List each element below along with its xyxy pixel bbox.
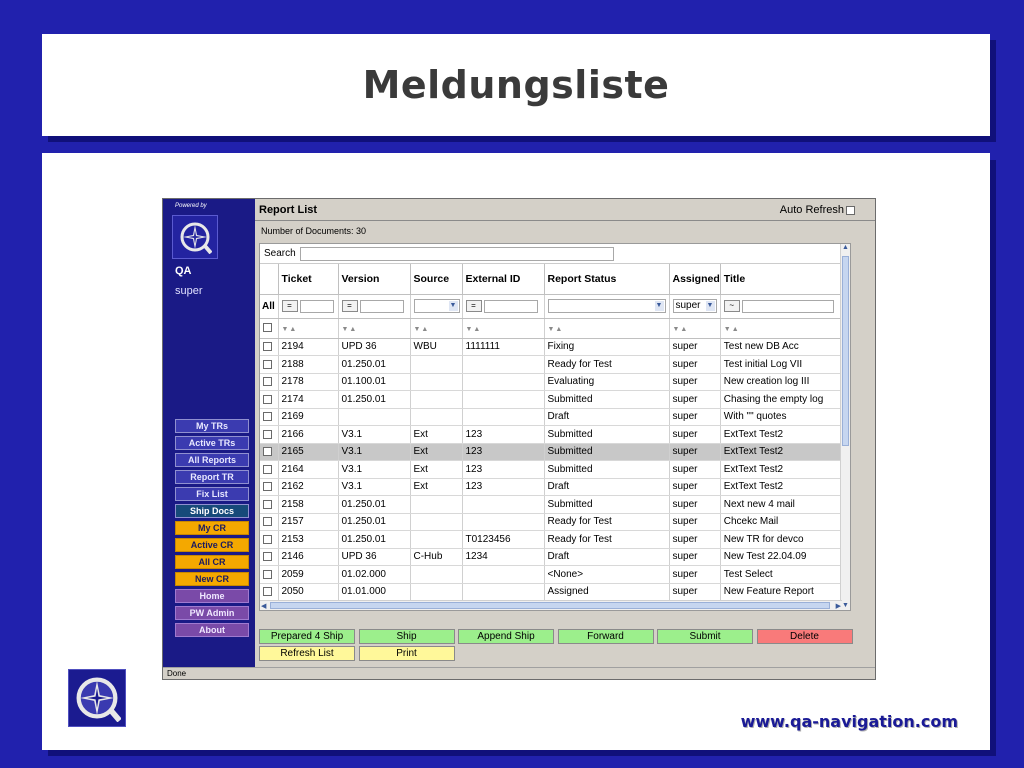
chevron-down-icon: ▼ — [706, 302, 714, 309]
sort-arrows-icon: ▼▲ — [281, 325, 298, 333]
report-table — [260, 264, 843, 611]
cell-source — [410, 391, 462, 409]
cell-assigned: super — [669, 356, 720, 374]
cell-version: 01.250.01 — [338, 496, 410, 514]
source-filter-select[interactable] — [414, 299, 460, 313]
sort-version[interactable] — [338, 318, 410, 338]
horizontal-scroll-thumb[interactable] — [270, 602, 830, 609]
sidebar-item-all-reports[interactable]: All Reports — [175, 453, 249, 467]
vertical-scroll-thumb[interactable] — [842, 256, 849, 446]
row-select-cell — [260, 391, 278, 409]
sort-arrows-icon: ▼▲ — [723, 325, 740, 333]
delete-button[interactable]: Delete — [757, 629, 853, 644]
table-row[interactable] — [260, 373, 842, 391]
column-header-title[interactable]: Title — [720, 264, 842, 294]
cell-report-status: Fixing — [544, 338, 669, 356]
cell-ticket: 2178 — [278, 373, 338, 391]
scroll-up-icon[interactable]: ▲ — [842, 244, 849, 251]
cell-assigned: super — [669, 531, 720, 549]
cell-title: Test new DB Acc — [720, 338, 842, 356]
cell-ticket: 2050 — [278, 583, 338, 601]
cell-assigned: super — [669, 566, 720, 584]
qa-logo[interactable] — [172, 215, 218, 259]
version-filter-operator[interactable]: = — [342, 300, 358, 312]
table-row[interactable] — [260, 408, 842, 426]
cell-title: Next new 4 mail — [720, 496, 842, 514]
table-row[interactable] — [260, 566, 842, 584]
table-row[interactable] — [260, 338, 842, 356]
cell-version: V3.1 — [338, 443, 410, 461]
row-select-cell — [260, 496, 278, 514]
column-header-select — [260, 264, 278, 294]
cell-external-id — [462, 513, 544, 531]
row-checkbox[interactable] — [263, 342, 272, 351]
scroll-right-icon[interactable]: ▶ — [835, 603, 841, 610]
cell-title: New TR for devco — [720, 531, 842, 549]
sort-assigned[interactable] — [669, 318, 720, 338]
sidebar-item-home[interactable]: Home — [175, 589, 249, 603]
row-checkbox[interactable] — [263, 395, 272, 404]
sidebar-item-fix-list[interactable]: Fix List — [175, 487, 249, 501]
assigned-filter — [669, 294, 720, 318]
cell-ticket: 2169 — [278, 408, 338, 426]
cell-ticket: 2166 — [278, 426, 338, 444]
cell-title: ExtText Test2 — [720, 443, 842, 461]
row-checkbox[interactable] — [263, 412, 272, 421]
ship-button[interactable]: Ship — [359, 629, 455, 644]
prepared-4-ship-button[interactable]: Prepared 4 Ship — [259, 629, 355, 644]
app-window — [162, 198, 876, 680]
cell-title: New Feature Report — [720, 583, 842, 601]
cell-report-status: Evaluating — [544, 373, 669, 391]
cell-assigned: super — [669, 391, 720, 409]
table-row[interactable] — [260, 443, 842, 461]
title-filter-input[interactable] — [742, 300, 834, 313]
column-header-ticket[interactable]: Ticket — [278, 264, 338, 294]
row-select-cell — [260, 426, 278, 444]
sidebar-item-my-cr[interactable]: My CR — [175, 521, 249, 535]
auto-refresh-control — [780, 204, 855, 216]
table-row[interactable] — [260, 513, 842, 531]
sidebar-item-all-cr[interactable]: All CR — [175, 555, 249, 569]
cell-report-status: Ready for Test — [544, 531, 669, 549]
sidebar-item-report-tr[interactable]: Report TR — [175, 470, 249, 484]
assigned-filter-value: super — [675, 300, 701, 311]
row-checkbox[interactable] — [263, 465, 272, 474]
cell-source: WBU — [410, 338, 462, 356]
cell-ticket: 2162 — [278, 478, 338, 496]
table-row[interactable] — [260, 583, 842, 601]
row-select-cell — [260, 548, 278, 566]
scroll-left-icon[interactable]: ◀ — [261, 603, 267, 610]
filter-row — [260, 294, 842, 318]
forward-button[interactable]: Forward — [558, 629, 654, 644]
select-all-cell — [260, 318, 278, 338]
sort-arrows-icon: ▼▲ — [672, 325, 689, 333]
cell-ticket: 2188 — [278, 356, 338, 374]
cell-ticket: 2146 — [278, 548, 338, 566]
cell-title: Chasing the empty log — [720, 391, 842, 409]
chevron-down-icon: ▼ — [655, 302, 663, 309]
report-list-title: Report List — [259, 204, 318, 216]
column-header-source[interactable]: Source — [410, 264, 462, 294]
cell-version: 01.100.01 — [338, 373, 410, 391]
ticket-filter — [278, 294, 338, 318]
cell-assigned: super — [669, 338, 720, 356]
external-id-filter-operator[interactable]: = — [466, 300, 482, 312]
cell-assigned: super — [669, 373, 720, 391]
cell-ticket: 2165 — [278, 443, 338, 461]
row-checkbox[interactable] — [263, 482, 272, 491]
cell-external-id — [462, 583, 544, 601]
cell-source — [410, 356, 462, 374]
row-checkbox[interactable] — [263, 552, 272, 561]
sort-arrows-icon: ▼▲ — [413, 325, 430, 333]
submit-button[interactable]: Submit — [657, 629, 753, 644]
cell-title: ExtText Test2 — [720, 461, 842, 479]
title-panel — [42, 34, 990, 136]
cell-source — [410, 513, 462, 531]
row-select-cell — [260, 566, 278, 584]
cell-version: UPD 36 — [338, 548, 410, 566]
cell-version: V3.1 — [338, 461, 410, 479]
column-header-report-status[interactable]: Report Status — [544, 264, 669, 294]
row-checkbox[interactable] — [263, 377, 272, 386]
cell-title: Test Select — [720, 566, 842, 584]
cell-version: 01.01.000 — [338, 583, 410, 601]
row-checkbox[interactable] — [263, 500, 272, 509]
cell-source: Ext — [410, 426, 462, 444]
powered-by-label: Powered by — [175, 203, 207, 209]
sort-title[interactable] — [720, 318, 842, 338]
slide-title: Meldungsliste — [362, 63, 670, 107]
cell-ticket: 2164 — [278, 461, 338, 479]
cell-version: 01.02.000 — [338, 566, 410, 584]
cell-ticket: 2153 — [278, 531, 338, 549]
cell-title: ExtText Test2 — [720, 478, 842, 496]
cell-report-status: <None> — [544, 566, 669, 584]
cell-ticket: 2158 — [278, 496, 338, 514]
row-select-cell — [260, 408, 278, 426]
sort-arrows-icon: ▼▲ — [547, 325, 564, 333]
cell-assigned: super — [669, 548, 720, 566]
cell-version: 01.250.01 — [338, 531, 410, 549]
cell-version — [338, 408, 410, 426]
scroll-down-icon[interactable]: ▼ — [842, 602, 849, 609]
table-row[interactable] — [260, 548, 842, 566]
cell-version: UPD 36 — [338, 338, 410, 356]
sort-arrows-icon: ▼▲ — [465, 325, 482, 333]
status-filter-select[interactable] — [548, 299, 666, 313]
cell-version: 01.250.01 — [338, 356, 410, 374]
cell-report-status: Submitted — [544, 496, 669, 514]
cell-source: Ext — [410, 478, 462, 496]
cell-title: New creation log III — [720, 373, 842, 391]
title-filter-operator[interactable]: ~ — [724, 300, 740, 312]
cell-version: 01.250.01 — [338, 513, 410, 531]
sidebar-item-my-trs[interactable]: My TRs — [175, 419, 249, 433]
cell-source — [410, 496, 462, 514]
sort-row — [260, 318, 842, 338]
ticket-filter-input[interactable] — [300, 300, 334, 313]
row-select-cell — [260, 478, 278, 496]
row-checkbox[interactable] — [263, 360, 272, 369]
row-select-cell — [260, 461, 278, 479]
sidebar-item-active-trs[interactable]: Active TRs — [175, 436, 249, 450]
table-row[interactable] — [260, 496, 842, 514]
cell-assigned: super — [669, 496, 720, 514]
sidebar-item-pw-admin[interactable]: PW Admin — [175, 606, 249, 620]
compass-icon — [178, 220, 212, 254]
cell-report-status: Submitted — [544, 443, 669, 461]
append-ship-button[interactable]: Append Ship — [458, 629, 554, 644]
cell-assigned: super — [669, 461, 720, 479]
cell-source: C-Hub — [410, 548, 462, 566]
external-id-filter — [462, 294, 544, 318]
table-row[interactable] — [260, 426, 842, 444]
cell-report-status: Draft — [544, 478, 669, 496]
refresh-list-button[interactable]: Refresh List — [259, 646, 355, 661]
cell-source — [410, 566, 462, 584]
cell-external-id — [462, 408, 544, 426]
cell-assigned: super — [669, 478, 720, 496]
table-row[interactable] — [260, 391, 842, 409]
cell-external-id: 123 — [462, 426, 544, 444]
sort-source[interactable] — [410, 318, 462, 338]
all-label: All — [260, 294, 278, 318]
cell-version: V3.1 — [338, 478, 410, 496]
row-checkbox[interactable] — [263, 517, 272, 526]
external-id-filter-input[interactable] — [484, 300, 538, 313]
sidebar-item-new-cr[interactable]: New CR — [175, 572, 249, 586]
cell-external-id — [462, 373, 544, 391]
sidebar-item-about[interactable]: About — [175, 623, 249, 637]
search-label: Search — [264, 248, 296, 259]
table-row[interactable] — [260, 461, 842, 479]
cell-external-id — [462, 566, 544, 584]
cell-report-status: Submitted — [544, 461, 669, 479]
app-name: QA — [175, 265, 192, 277]
cell-ticket: 2157 — [278, 513, 338, 531]
vertical-scrollbar[interactable] — [840, 244, 850, 610]
column-header-assigned[interactable]: Assigned — [669, 264, 720, 294]
cell-source: Ext — [410, 461, 462, 479]
cell-title: Test initial Log VII — [720, 356, 842, 374]
cell-report-status: Submitted — [544, 391, 669, 409]
cell-external-id: T0123456 — [462, 531, 544, 549]
cell-external-id: 123 — [462, 478, 544, 496]
row-select-cell — [260, 356, 278, 374]
cell-source: Ext — [410, 443, 462, 461]
column-header-external-id[interactable]: External ID — [462, 264, 544, 294]
website-url[interactable]: www.qa-navigation.com — [740, 712, 958, 731]
cell-title: With "" quotes — [720, 408, 842, 426]
chevron-down-icon: ▼ — [449, 302, 457, 309]
assigned-filter-select[interactable] — [673, 299, 717, 313]
search-input[interactable] — [300, 247, 614, 261]
cell-report-status: Submitted — [544, 426, 669, 444]
cell-assigned: super — [669, 583, 720, 601]
table-row[interactable] — [260, 356, 842, 374]
table-row[interactable] — [260, 478, 842, 496]
title-filter — [720, 294, 842, 318]
ticket-filter-operator[interactable]: = — [282, 300, 298, 312]
sidebar-nav — [175, 419, 249, 640]
cell-ticket: 2059 — [278, 566, 338, 584]
cell-title: ExtText Test2 — [720, 426, 842, 444]
row-select-cell — [260, 583, 278, 601]
report-grid — [259, 243, 851, 611]
cell-external-id: 1111111 — [462, 338, 544, 356]
sort-arrows-icon: ▼▲ — [341, 325, 358, 333]
compass-icon — [73, 674, 121, 722]
row-checkbox[interactable] — [263, 447, 272, 456]
horizontal-scrollbar[interactable] — [260, 600, 842, 610]
row-checkbox[interactable] — [263, 587, 272, 596]
version-filter — [338, 294, 410, 318]
cell-assigned: super — [669, 408, 720, 426]
current-user: super — [175, 285, 203, 297]
cell-report-status: Ready for Test — [544, 513, 669, 531]
report-list-header — [255, 199, 875, 221]
cell-report-status: Draft — [544, 408, 669, 426]
cell-title: New Test 22.04.09 — [720, 548, 842, 566]
auto-refresh-checkbox[interactable] — [846, 206, 855, 215]
cell-source — [410, 583, 462, 601]
cell-source — [410, 531, 462, 549]
row-select-cell — [260, 531, 278, 549]
cell-external-id: 1234 — [462, 548, 544, 566]
cell-external-id: 123 — [462, 461, 544, 479]
cell-assigned: super — [669, 513, 720, 531]
row-checkbox[interactable] — [263, 430, 272, 439]
report-list-panel — [255, 199, 875, 667]
search-row — [260, 244, 850, 264]
cell-external-id — [462, 391, 544, 409]
cell-assigned: super — [669, 426, 720, 444]
cell-version: 01.250.01 — [338, 391, 410, 409]
cell-external-id — [462, 496, 544, 514]
table-row[interactable] — [260, 531, 842, 549]
source-filter — [410, 294, 462, 318]
row-checkbox[interactable] — [263, 570, 272, 579]
cell-ticket: 2194 — [278, 338, 338, 356]
cell-external-id — [462, 356, 544, 374]
app-sidebar — [163, 199, 255, 667]
cell-version: V3.1 — [338, 426, 410, 444]
document-count: Number of Documents: 30 — [261, 226, 367, 236]
cell-source — [410, 408, 462, 426]
row-checkbox[interactable] — [263, 535, 272, 544]
column-header-version[interactable]: Version — [338, 264, 410, 294]
version-filter-input[interactable] — [360, 300, 404, 313]
status-filter — [544, 294, 669, 318]
sort-external-id[interactable] — [462, 318, 544, 338]
print-button[interactable]: Print — [359, 646, 455, 661]
auto-refresh-label: Auto Refresh — [779, 204, 844, 216]
row-select-cell — [260, 443, 278, 461]
sidebar-item-ship-docs[interactable]: Ship Docs — [175, 504, 249, 518]
cell-report-status: Assigned — [544, 583, 669, 601]
sort-report-status[interactable] — [544, 318, 669, 338]
row-select-cell — [260, 513, 278, 531]
cell-source — [410, 373, 462, 391]
select-all-checkbox[interactable] — [263, 323, 272, 332]
cell-title: Chcekc Mail — [720, 513, 842, 531]
cell-external-id: 123 — [462, 443, 544, 461]
sort-ticket[interactable] — [278, 318, 338, 338]
cell-report-status: Draft — [544, 548, 669, 566]
cell-ticket: 2174 — [278, 391, 338, 409]
cell-assigned: super — [669, 443, 720, 461]
row-select-cell — [260, 373, 278, 391]
row-select-cell — [260, 338, 278, 356]
bottom-logo — [68, 669, 126, 727]
cell-report-status: Ready for Test — [544, 356, 669, 374]
sidebar-item-active-cr[interactable]: Active CR — [175, 538, 249, 552]
browser-status-bar: Done — [163, 667, 875, 679]
